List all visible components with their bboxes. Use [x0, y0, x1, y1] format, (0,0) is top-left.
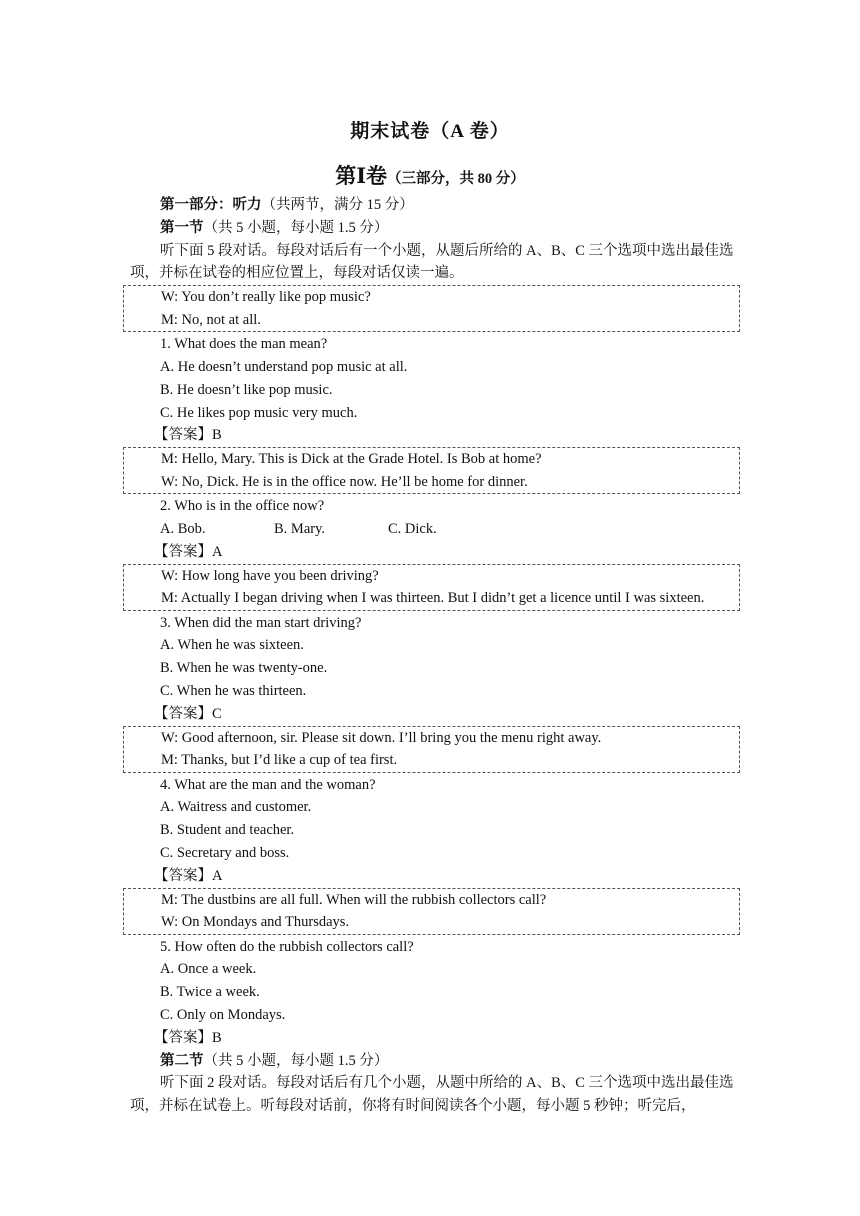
dialogue-line: M: Actually I began driving when I was thirteen. But I didn’t get a licence until I was sixteen.	[161, 590, 705, 607]
dialogue-box	[123, 447, 740, 494]
content	[130, 194, 738, 1118]
part1-heading: 第一部分：听力（共两节，满分 15 分）	[160, 197, 414, 213]
section1-heading: 第一节（共 5 小题，每小题 1.5 分）	[160, 219, 389, 236]
option: C. When he was thirteen.	[160, 682, 307, 699]
dialogue-line: M: Thanks, but I’d like a cup of tea first.	[161, 752, 398, 769]
section2-heading: 第二节（共 5 小题，每小题 1.5 分）	[160, 1052, 389, 1069]
question: 1. What does the man mean?	[160, 336, 328, 353]
section1-instructions: 听下面 5 段对话。每段对话后有一个小题，从题后所给的 A、B、C 三个选项中选出最佳选项，并标在试卷的相应位置上，每段对话仅读一遍。	[130, 242, 734, 282]
question: 4. What are the man and the woman?	[160, 776, 376, 793]
answer: 【答案】C	[154, 705, 222, 722]
option: A. Waitress and customer.	[160, 799, 312, 816]
options-row	[130, 518, 738, 541]
dialogue-line: M: Hello, Mary. This is Dick at the Grade Hotel. Is Bob at home?	[161, 451, 542, 468]
option: A. When he was sixteen.	[160, 637, 304, 654]
answer: 【答案】A	[154, 867, 223, 884]
option: C. Dick.	[388, 520, 437, 537]
dialogue-box	[123, 888, 740, 935]
answer: 【答案】B	[154, 427, 222, 444]
question: 3. When did the man start driving?	[160, 614, 362, 631]
option: B. He doesn’t like pop music.	[160, 381, 333, 398]
option: B. Mary.	[274, 520, 326, 537]
option: A. Once a week.	[160, 961, 257, 978]
option: B. When he was twenty-one.	[160, 660, 328, 677]
dialogue-box	[123, 564, 740, 611]
dialogue-line: W: On Mondays and Thursdays.	[161, 914, 350, 931]
dialogue-line: W: Good afternoon, sir. Please sit down. I’ll bring you the menu right away.	[161, 729, 602, 746]
answer: 【答案】A	[154, 543, 223, 560]
dialogue-line: M: No, not at all.	[161, 311, 261, 328]
option: B. Twice a week.	[160, 984, 260, 1001]
page-title: 期末试卷（A 卷）	[350, 121, 510, 142]
dialogue-line: W: You don’t really like pop music?	[161, 289, 371, 306]
option: C. Secretary and boss.	[160, 844, 290, 861]
dialogue-box	[123, 726, 740, 773]
option: C. He likes pop music very much.	[160, 404, 358, 421]
dialogue-line: W: No, Dick. He is in the office now. He’ll be home for dinner.	[161, 473, 528, 490]
question: 5. How often do the rubbish collectors call?	[160, 938, 414, 955]
option: B. Student and teacher.	[160, 822, 295, 839]
question: 2. Who is in the office now?	[160, 498, 325, 515]
option: C. Only on Mondays.	[160, 1006, 286, 1023]
option: A. Bob.	[160, 520, 206, 537]
section2-instructions: 听下面 2 段对话。每段对话后有几个小题，从题中所给的 A、B、C 三个选项中选出最佳选项，并标在试卷上。听每段对话前，你将有时间阅读各个小题，每小题 5 秒钟；听完后，	[130, 1075, 734, 1115]
answer: 【答案】B	[154, 1029, 222, 1046]
volume-note: （三部分，共 80 分）	[387, 171, 525, 187]
volume-main: 第Ⅰ卷	[335, 164, 388, 188]
dialogue-line: M: The dustbins are all full. When will the rubbish collectors call?	[161, 891, 547, 908]
option: A. He doesn’t understand pop music at all.	[160, 358, 408, 375]
dialogue-box	[123, 285, 740, 332]
volume-heading	[0, 160, 860, 190]
dialogue-line: W: How long have you been driving?	[161, 567, 379, 584]
